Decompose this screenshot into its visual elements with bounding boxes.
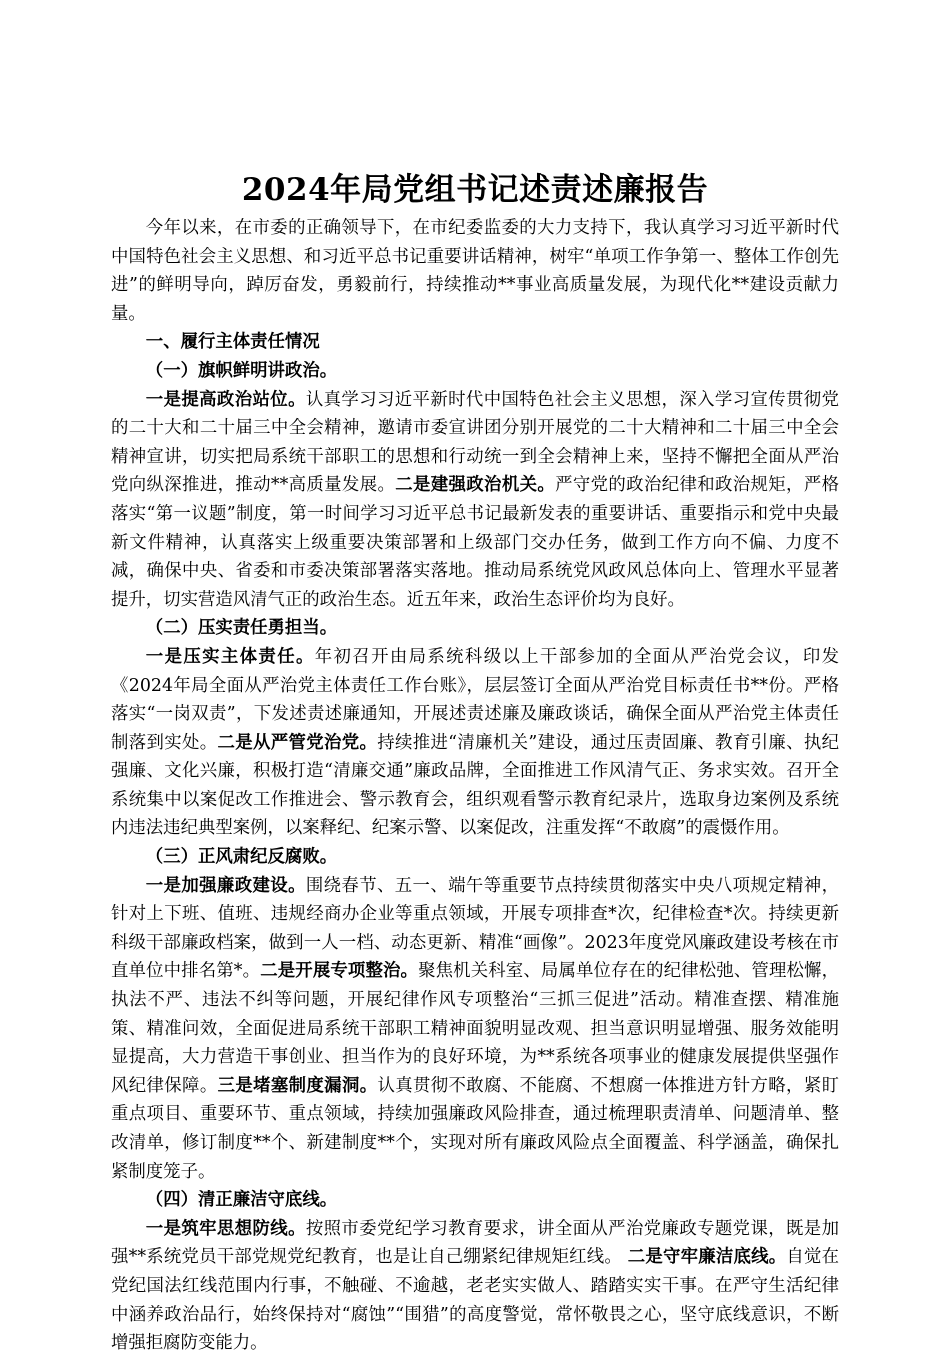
lead-phrase: 二是建强政治机关。	[395, 475, 556, 496]
lead-phrase: 二是开展专项整治。	[260, 961, 419, 982]
lead-phrase: 二是从严管党治党。	[217, 732, 378, 753]
subsection-2-paragraph	[111, 643, 839, 843]
lead-phrase: 一是加强廉政建设。	[145, 875, 306, 896]
subsection-heading-1: （一）旗帜鲜明讲政治。	[145, 360, 338, 381]
body-text: 聚焦机关科室、局属单位存在的纪律松弛、管理松懈，执法不严、违法不纠等问题，开展纪律作风专项整治“三抓三促进”活动。精准查摆、精准施策、精准问效，全面促进局系统干部职工精神面貌明显改观、担当意识明显增强、服务效能明显提高，大力营造干事创业、担当作为的良好环境，为**系统各项事业的健康发展提供坚强作风纪律保障。	[111, 961, 839, 1096]
body-text: 按照市委党纪学习教育要求，讲全面从严治党廉政专题党课，既是加强**系统党员干部党规党纪教育，也是让自己绷紧纪律规矩红线。	[111, 1218, 839, 1268]
document-page	[111, 170, 839, 1358]
body-text: 围绕春节、五一、端午等重要节点持续贯彻落实中央八项规定精神，针对上下班、值班、违规经商办企业等重点领域，开展专项排查*次，纪律检查*次。持续更新科级干部廉政档案，做到一人一档、动态更新、精准“画像”。2023年度党风廉政建设考核在市直单位中排名第*。	[111, 875, 839, 982]
lead-phrase: 一是提高政治站位。	[145, 389, 306, 410]
body-text: 认真学习习近平新时代中国特色社会主义思想，深入学习宣传贯彻党的二十大和二十届三中全会精神，邀请市委宣讲团分别开展党的二十大精神和二十届三中全会精神宣讲，切实把局系统干部职工的思想和行动统一到全会精神上来，坚持不懈把全面从严治党向纵深推进，推动**高质量发展。	[111, 389, 839, 496]
section-heading-1: 一、履行主体责任情况	[145, 332, 320, 353]
lead-phrase: 二是守牢廉洁底线。	[627, 1247, 787, 1268]
body-text: 年初召开由局系统科级以上干部参加的全面从严治党会议，印发《2024年局全面从严治党主体责任工作台账》，层层签订全面从严治党目标责任书**份。严格落实“一岗双责”，下发述责述廉通知，开展述责述廉及廉政谈话，确保全面从严治党主体责任制落到实处。	[111, 646, 839, 753]
subsection-4-paragraph	[111, 1215, 839, 1358]
subsection-heading-3: （三）正风肃纪反腐败。	[145, 847, 338, 868]
subsection-heading-2: （二）压实责任勇担当。	[145, 618, 338, 639]
subsection-1-paragraph	[111, 386, 839, 615]
document-title: 2024年局党组书记述责述廉报告	[241, 172, 709, 208]
lead-phrase: 一是压实主体责任。	[145, 646, 315, 667]
subsection-heading-4: （四）清正廉洁守底线。	[145, 1190, 338, 1211]
lead-phrase: 三是堵塞制度漏洞。	[217, 1075, 378, 1096]
body-text: 严守党的政治纪律和政治规矩，严格落实“第一议题”制度，第一时间学习习近平总书记最新发表的重要讲话、重要指示和党中央最新文件精神，认真落实上级重要决策部署和上级部门交办任务，做到工作方向不偏、力度不减，确保中央、省委和市委决策部署落实落地。推动局系统党风政风总体向上、管理水平显著提升，切实营造风清气正的政治生态。近五年来，政治生态评价均为良好。	[111, 475, 839, 610]
intro-paragraph: 今年以来，在市委的正确领导下，在市纪委监委的大力支持下，我认真学习习近平新时代中国特色社会主义思想、和习近平总书记重要讲话精神，树牢“单项工作争第一、整体工作创先进”的鲜明导向，踔厉奋发，勇毅前行，持续推动**事业高质量发展，为现代化**建设贡献力量。	[111, 218, 839, 324]
body-text: 自觉在党纪国法红线范围内行事，不触碰、不逾越，老老实实做人、踏踏实实干事。在严守生活纪律中涵养政治品行，始终保持对“腐蚀”“围猎”的高度警觉，常怀敬畏之心，坚守底线意识，不断增强拒腐防变能力。	[111, 1247, 839, 1354]
body-text: 认真贯彻不敢腐、不能腐、不想腐一体推进方针方略，紧盯重点项目、重要环节、重点领域，持续加强廉政风险排查，通过梳理职责清单、问题清单、整改清单，修订制度**个、新建制度**个，实现对所有廉政风险点全面覆盖、科学涵盖，确保扎紧制度笼子。	[111, 1075, 839, 1182]
lead-phrase: 一是筑牢思想防线。	[145, 1218, 306, 1239]
subsection-3-paragraph	[111, 872, 839, 1187]
body-text: 持续推进“清廉机关”建设，通过压责固廉、教育引廉、执纪强廉、文化兴廉，积极打造“清廉交通”廉政品牌，全面推进工作风清气正、务求实效。召开全系统集中以案促改工作推进会、警示教育会，组织观看警示教育纪录片，选取身边案例及系统内违法违纪典型案例，以案释纪、纪案示警、以案促改，注重发挥“不敢腐”的震慑作用。	[111, 732, 839, 839]
